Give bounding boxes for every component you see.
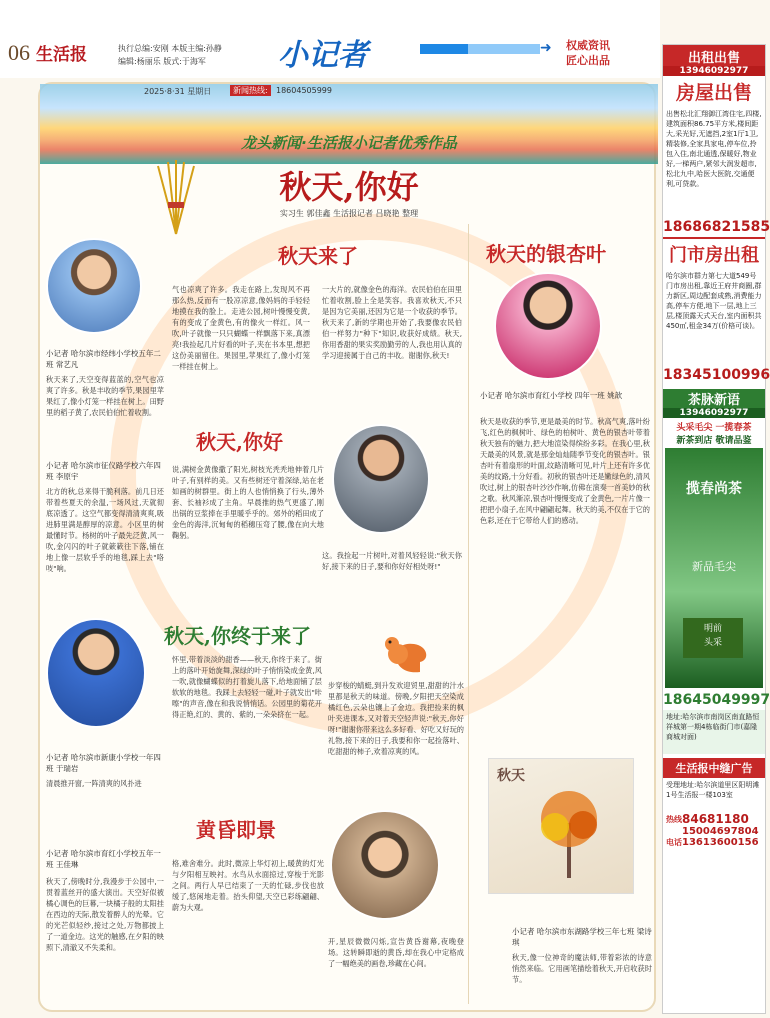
article-text: 清晨推开窗,一阵清爽的风扑进 bbox=[46, 779, 142, 788]
shop-rent-text: 哈尔滨市群力第七大道549号门市房出租,靠近王府井商圈,群力新区,周边配套成熟,消费能力高,停车方便,地下一层,地上三层,楼顶露天式天台,室内面积共450㎡,租金34万(价格可谈)。 bbox=[666, 272, 762, 330]
reporter-photo bbox=[46, 618, 146, 728]
article-text: 秋天,像一位神奇的魔法师,带着彩浓的诗意悄然来临。它用画笔描绘着秋天,开启收获时节。 bbox=[512, 953, 652, 984]
issue-date: 2025·8·31 星期日 bbox=[144, 87, 212, 96]
tea-tin-label: 明前 bbox=[703, 624, 722, 634]
classified-ad-header: 生活报中缝广告 bbox=[663, 758, 765, 778]
classified-phone[interactable]: 13613600156 bbox=[682, 837, 759, 848]
phone-label: 热线 bbox=[666, 814, 682, 824]
squirrel-icon bbox=[370, 610, 450, 680]
tea-ad-header-phone: 13946092977 bbox=[663, 408, 765, 418]
header-decor-bar bbox=[420, 44, 540, 54]
paper-logo: 生活报 bbox=[36, 45, 87, 65]
reporter-photo bbox=[46, 238, 142, 334]
tea-address: 地址:哈尔滨市南岗区南直路恒祥城第一期4栋临街门市(嘉隆商城对面) bbox=[663, 710, 765, 754]
slogan-line: 匠心出品 bbox=[566, 54, 610, 67]
child-drawing bbox=[488, 758, 634, 894]
article-text: 开,星辰微微闪烁,宣告黄昏谢幕,夜晚登场。这转瞬即逝的黄昏,却在我心中定格成了一幅绝美的画卷,珍藏在心间。 bbox=[328, 937, 464, 968]
byline: 实习生 郭佳鑫 生活报记者 吕晓艳 整理 bbox=[279, 209, 419, 218]
ad-header: 出租出售 bbox=[663, 45, 765, 66]
house-sale-title: 房屋出售 bbox=[675, 82, 752, 104]
article-text: 步穿梭的蜻蜓,到升发欢迎贸里,甜甜的汁水里都是秋天的味道。傍晚,夕阳把天空染成橘红色,云朵也镶上了金边。我把捡来的枫叶夹进课本,又对着天空轻声说:"秋天,你好呀!"谢谢你带来这么多好看、好吃又好玩的礼物,接下来的日子,我要和你一起捡落叶、吃甜甜的柿子,欢着凉爽的风。 bbox=[328, 681, 464, 756]
drawing-label: 秋天 bbox=[497, 768, 525, 784]
tea-ad-header: 茶脉新语 bbox=[663, 389, 765, 408]
classified-ad-address: 受理地址:哈尔滨道里区阳明滩1号生活报一楼103室 bbox=[666, 781, 760, 799]
article-title: 秋天,你好 bbox=[279, 168, 419, 206]
classified-ad-phones bbox=[663, 812, 765, 826]
column-divider bbox=[468, 224, 469, 1004]
reporter-caption: 小记者 哈尔滨市经纬小学校五年二班 常艺凡 bbox=[46, 349, 161, 369]
classified-phone[interactable]: 84681180 bbox=[682, 812, 749, 826]
article-text: 气也凉爽了许多。我走在路上,发现风不再那么热,反而有一股凉凉意,像妈妈的手轻轻地摸在我的脸上。走进公园,树叶慢慢变黄,有的变成了金黄色,有的像火一样红。风一吹,叶子就像一只只蝴蝶一样飘落下来,真漂亮!我捡起几片好看的叶子,夹在书本里,想把这份美丽留住。果园里,苹果红了,像小灯笼一样挂在树上。 bbox=[172, 285, 310, 371]
classified-phone[interactable]: 15004697804 bbox=[682, 826, 759, 837]
reporter-caption: 小记者 哈尔滨市东湖路学校三年七班 梁诗琪 bbox=[512, 927, 652, 947]
tea-tin-label: 头采 bbox=[703, 638, 722, 648]
header-slogan bbox=[566, 38, 610, 68]
article-text: 秋天是收获的季节,更是最美的时节。秋高气爽,落叶纷飞,红色的枫树叶、绿色的柏树叶、黄色的银杏叶带着秋天独有的魅力,把大地渲染得缤纷多彩。在我心里,秋天最美的风景,就是那金灿灿随季节变化的银杏叶。银杏叶有着扇形的叶面,纹路清晰可见,叶片上还有许多优美的纹路,十分好看。初秋的银杏叶还是嫩绿色的,清风吹过,树上的银杏叶沙沙作响,仿佛在演奏一首美妙的秋之歌。秋风渐凉,银杏叶慢慢变成了金黄色,一片片像一把把小扇子,在风中翩翩起舞。秋天的美,不仅在于它的色彩,还在于它带给人们的感动。 bbox=[480, 417, 650, 525]
article-text: 一大片的,就像金色的海洋。农民伯伯在田里忙着收割,脸上全是笑容。我喜欢秋天,不只是因为它美丽,还因为它是一个收获的季节。秋天来了,新的学期也开始了,我要像农民伯伯一样努力"种下"知识,收获好成绩。秋天,你用香甜的果实奖励勤劳的人,我也用认真的学习迎接属于自己的丰收。谢谢你,秋天! bbox=[322, 285, 462, 360]
article-frame bbox=[38, 82, 656, 1012]
article-text: 格,难舍难分。此时,微凉上华灯初上,暖黄的灯光与夕阳相互映衬。水鸟从水面掠过,穿梭于光影之间。两行人早已结束了一天的忙碌,步伐也放缓了,悠闲地走着。抬头仰望,天空已彩练翩翩、蔚为大观。 bbox=[172, 859, 324, 912]
ads-column bbox=[662, 44, 770, 1014]
tea-tin bbox=[683, 618, 743, 658]
arrow-right-icon: ➜ bbox=[540, 40, 552, 56]
classified-ad-phones bbox=[663, 837, 765, 848]
article-text: 秋天来了,天空变得蓝蓝的,空气也凉爽了许多。秋是丰收的季节,果园里苹果红了,像小灯笼一样挂在树上。田野里的稻子黄了,农民伯伯忙着收割。 bbox=[46, 375, 164, 417]
series-title: 龙头新闻·生活报小记者优秀作品 bbox=[241, 134, 457, 152]
autumn-tree-drawing-icon bbox=[519, 783, 619, 883]
ad-header-phone: 13946092977 bbox=[663, 66, 765, 76]
subtitle-hello-autumn: 秋天,你好 bbox=[196, 430, 283, 454]
credit-line: 编辑:杨丽乐 版式:于海军 bbox=[118, 57, 206, 66]
reporter-photo bbox=[332, 424, 430, 534]
house-sale-text: 出售松北汇翔御江湾住宅,四楼,建筑面积86.75平方米,楼间距大,采光好,无遮挡,2室1厅1卫,精装修,全家具家电,停车位,拎包入住,南北通透,保暖好,物业好,一梯两户,紧邻大润发超市,松北九中,哈医大医院,交通便利,可贷款。 bbox=[666, 110, 762, 188]
hotline-number: 18604505999 bbox=[276, 86, 332, 95]
subtitle-ginkgo: 秋天的银杏叶 bbox=[486, 242, 606, 266]
editor-credits bbox=[118, 42, 258, 68]
reporter-caption: 小记者 哈尔滨市征仪路学校六年四班 李原宇 bbox=[46, 461, 161, 481]
reporter-caption: 小记者 哈尔滨市育红小学校 四年一班 姚歆 bbox=[480, 391, 623, 400]
hotline-tag: 新闻热线: bbox=[230, 85, 271, 96]
subtitle-dusk-scene: 黄昏即景 bbox=[196, 818, 276, 842]
article-text: 秋天了,傍晚时分,我漫步于公园中,一贯着蓝丝开的盛大演出。天空好似被橘心调色的巨幕,一块橘子般的太阳挂在西边的天际,散发着醉人的光晕。它的光芒似轻纱,接过之处,万物都披上了一道金边。这光的触感,在夕阳的映照下,清澈又不失柔和。 bbox=[46, 877, 164, 952]
page-number: 06 bbox=[8, 40, 30, 65]
credit-line: 执行总编:安刚 本版主编:孙静 bbox=[118, 44, 222, 53]
reporter-photo bbox=[494, 272, 602, 380]
phone-label: 电话 bbox=[666, 838, 682, 847]
house-sale-phone[interactable]: 18686821585 bbox=[663, 219, 770, 235]
section-title: 小记者 bbox=[278, 38, 368, 73]
tea-product-image bbox=[665, 448, 763, 688]
shop-rent-title: 门市房出租 bbox=[663, 237, 765, 269]
tea-product-name: 新品毛尖 bbox=[692, 560, 736, 573]
tea-phone[interactable]: 18645049997 bbox=[663, 692, 770, 708]
reporter-photo bbox=[330, 810, 440, 920]
tea-brand: 揽春尚茶 bbox=[686, 481, 742, 497]
reporter-caption: 小记者 哈尔滨市新康小学校一年四班 于瑞岩 bbox=[46, 753, 161, 773]
shop-rent-phone[interactable]: 18345100996 bbox=[663, 367, 770, 383]
article-text: 怀里,带着淡淡的甜香——秋天,你终于来了。街上的落叶开始旋舞,深绿的叶子悄悄染成金黄,风一吹,就像蝴蝶似的打着旋儿落下,给地面铺了层软软的地毯。我踩上去轻轻一碰,叶子就发出"咔嚓"的声音,像在和我说悄悄话。公园里的菊花开得正艳,红的、黄的、紫的,一朵朵挤在一起。 bbox=[172, 655, 322, 719]
article-text: 这。我捡起一片树叶,对着风轻轻说:"秋天你好,接下来的日子,要和你好好相处呀!" bbox=[322, 551, 462, 571]
tea-slogan: 新茶到店 敬请品鉴 bbox=[676, 436, 752, 446]
reporter-caption: 小记者 哈尔滨市育红小学校五年一班 王佳琳 bbox=[46, 849, 161, 869]
subtitle-autumn-finally: 秋天,你终于来了 bbox=[164, 624, 311, 648]
subtitle-autumn-arrives: 秋天来了 bbox=[278, 244, 358, 268]
article-text: 说,满树金黄像撒了阳光,树枝光秃秃地伸着几片叶子,有别样的美。又有些树还守着深绿,站在老如画的树群里。街上的人也悄悄换了行头,薄外套、长袖衫成了主角。早晨推的热气更盛了,刚出锅的豆浆捧在手里暖乎乎的。郊外的稻田成了金色的海洋,沉甸甸的稻穗压弯了腰,像在向大地鞠躬。 bbox=[172, 465, 324, 540]
tea-slogan: 头采毛尖 一揽春茶 bbox=[676, 423, 752, 433]
article-text: 北方的秋,总来得干脆利落。前几日还带着些夏天的余温,一场风过,天就彻底凉透了。这空气都变得清清爽爽,吸进肺里满是醇厚的凉意。小区里的树最懂时节。杨树的叶子最先泛黄,风一吹,金闪闪的叶子就簌簌往下落,铺在地上像一层软乎乎的地毯,踩上去"咯吱"响。 bbox=[46, 487, 164, 573]
slogan-line: 权威资讯 bbox=[566, 39, 610, 52]
